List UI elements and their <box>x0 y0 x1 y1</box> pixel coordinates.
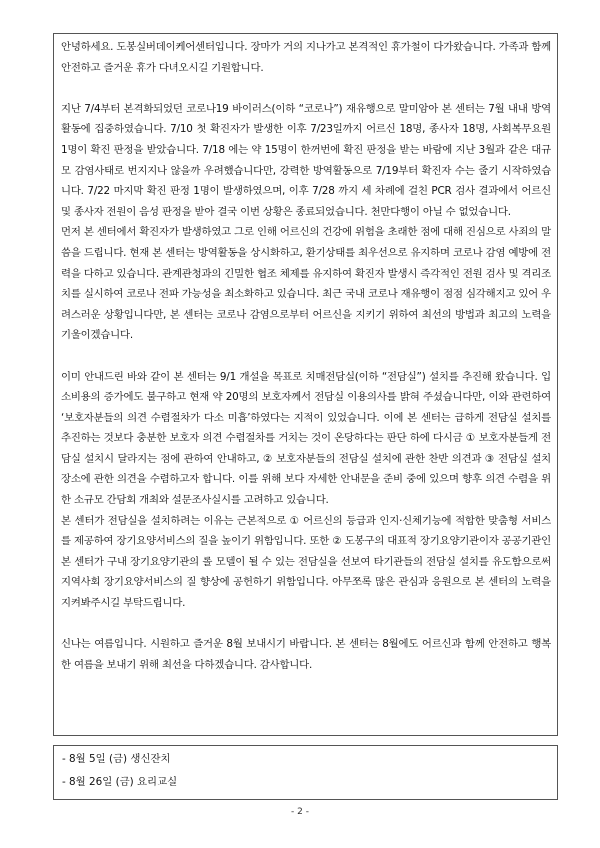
apology-paragraph: 먼저 본 센터에서 확진자가 발생하였고 그로 인해 어르신의 건강에 위험을 초래한 점에 대해 진심으로 사죄의 말씀을 드립니다. 현재 본 센터는 방역활동을 상시화하고, 환기상태를 최우선으로 유지하며 코로나 감염 예방에 전력을 다하고 있습니다. 관계관청과의 긴밀한 협조 체제를 유지하여 확진자 발생시 즉각적인 전원 검사 및 격리조치를 실시하여 코로나 전파 가능성을 최소화하고 있습니다. 최근 국내 코로나 재유행이 점점 심각해지고 있어 우려스러운 상황입니다만, 본 센터는 코로나 감염으로부터 어르신을 지키기 위하여 최선의 방법과 최고의 노력을 기울이겠습니다. <box>61 226 551 342</box>
paragraph-gap <box>61 614 551 635</box>
page-number: - 2 - <box>291 807 309 817</box>
closing-paragraph: 신나는 여름입니다. 시원하고 즐거운 8월 보내시기 바랍니다. 본 센터는 8월에도 어르신과 함께 안전하고 행복한 여름을 보내기 위해 최선을 다하겠습니다. 감사합니다. <box>61 638 551 671</box>
paragraph-gap <box>61 78 551 99</box>
greeting-paragraph: 안녕하세요. 도봉실버데이케어센터입니다. 장마가 거의 지나가고 본격적인 휴가철이 다가왔습니다. 가족과 함께 안전하고 즐거운 휴가 다녀오시길 기원합니다. <box>61 41 551 74</box>
dementia-room-paragraph: 이미 안내드린 바와 같이 본 센터는 9/1 개설을 목표로 치매전담실(이하 “전담실”) 설치를 추진해 왔습니다. 입소비용의 증가에도 불구하고 현재 약 20명의 보호자께서 전담실 이용의사를 밝혀 주셨습니다만, 이와 관련하여 ‘보호자분들의 의견 수렴절차가 다소 미흡’하였다는 지적이 있었습니다. 이에 본 센터는 급하게 전담실 설치를 추진하는 것보다 충분한 보호자 의견 수렴절차를 거치는 것이 온당하다는 판단 하에 다시금 ① 보호자분들게 전담실 설치시 달라지는 점에 관하여 안내하고, ② 보호자분들의 전담실 설치에 관한 찬반 의견과 ③ 전담실 설치 장소에 관한 의견을 수렴하고자 합니다. 이를 위해 보다 자세한 안내문을 준비 중에 있으며 향후 의견 수렴을 위한 소규모 간담회 개최와 설문조사실시를 고려하고 있습니다. <box>61 370 551 507</box>
purpose-paragraph: 본 센터가 전담실을 설치하려는 이유는 근본적으로 ① 어르신의 등급과 인지·신체기능에 적합한 맞춤형 서비스를 제공하여 장기요양서비스의 질을 높이기 위함입니다. 또한 ② 도봉구의 대표적 장기요양기관이자 공공기관인 본 센터가 구내 장기요양기관의 롤 모델이 될 수 있는 전담실을 선보여 타기관들의 전담실 설치를 유도함으로써 지역사회 장기요양서비스의 질 향상에 공헌하기 위함입니다. 아무쪼록 많은 관심과 응원으로 본 센터의 노력을 지켜봐주시길 부탁드립니다. <box>61 514 551 610</box>
paragraph-gap <box>61 346 551 367</box>
events-box <box>53 745 558 800</box>
letter-box <box>53 33 558 736</box>
event-item-birthday: - 8월 5일 (금) 생신잔치 <box>62 753 171 765</box>
covid-report-paragraph: 지난 7/4부터 본격화되었던 코로나19 바이러스(이하 “코로나”) 재유행으로 말미암아 본 센터는 7월 내내 방역활동에 집중하였습니다. 7/10 첫 확진자가 발생한 이후 7/23일까지 어르신 18명, 종사자 18명, 사회복무요원 1명이 확진 판정을 받았습니다. 7/18 에는 약 15명이 한꺼번에 확진 판정을 받는 바람에 지난 3월과 같은 대규모 감염사태로 번지지나 않을까 우려했습니다만, 강력한 방역활동으로 7/19부터 확진자 수는 줄기 시작하였습니다. 7/22 마지막 확진 판정 1명이 발생하였으며, 이후 7/28 까지 세 차례에 걸친 PCR 검사 결과에서 어르신 및 종사자 전원이 음성 판정을 받아 결국 이번 상황은 종료되었습니다. 천만다행이 아닐 수 없었습니다. <box>61 102 551 218</box>
event-item-cooking: - 8월 26일 (금) 요리교실 <box>62 776 178 788</box>
